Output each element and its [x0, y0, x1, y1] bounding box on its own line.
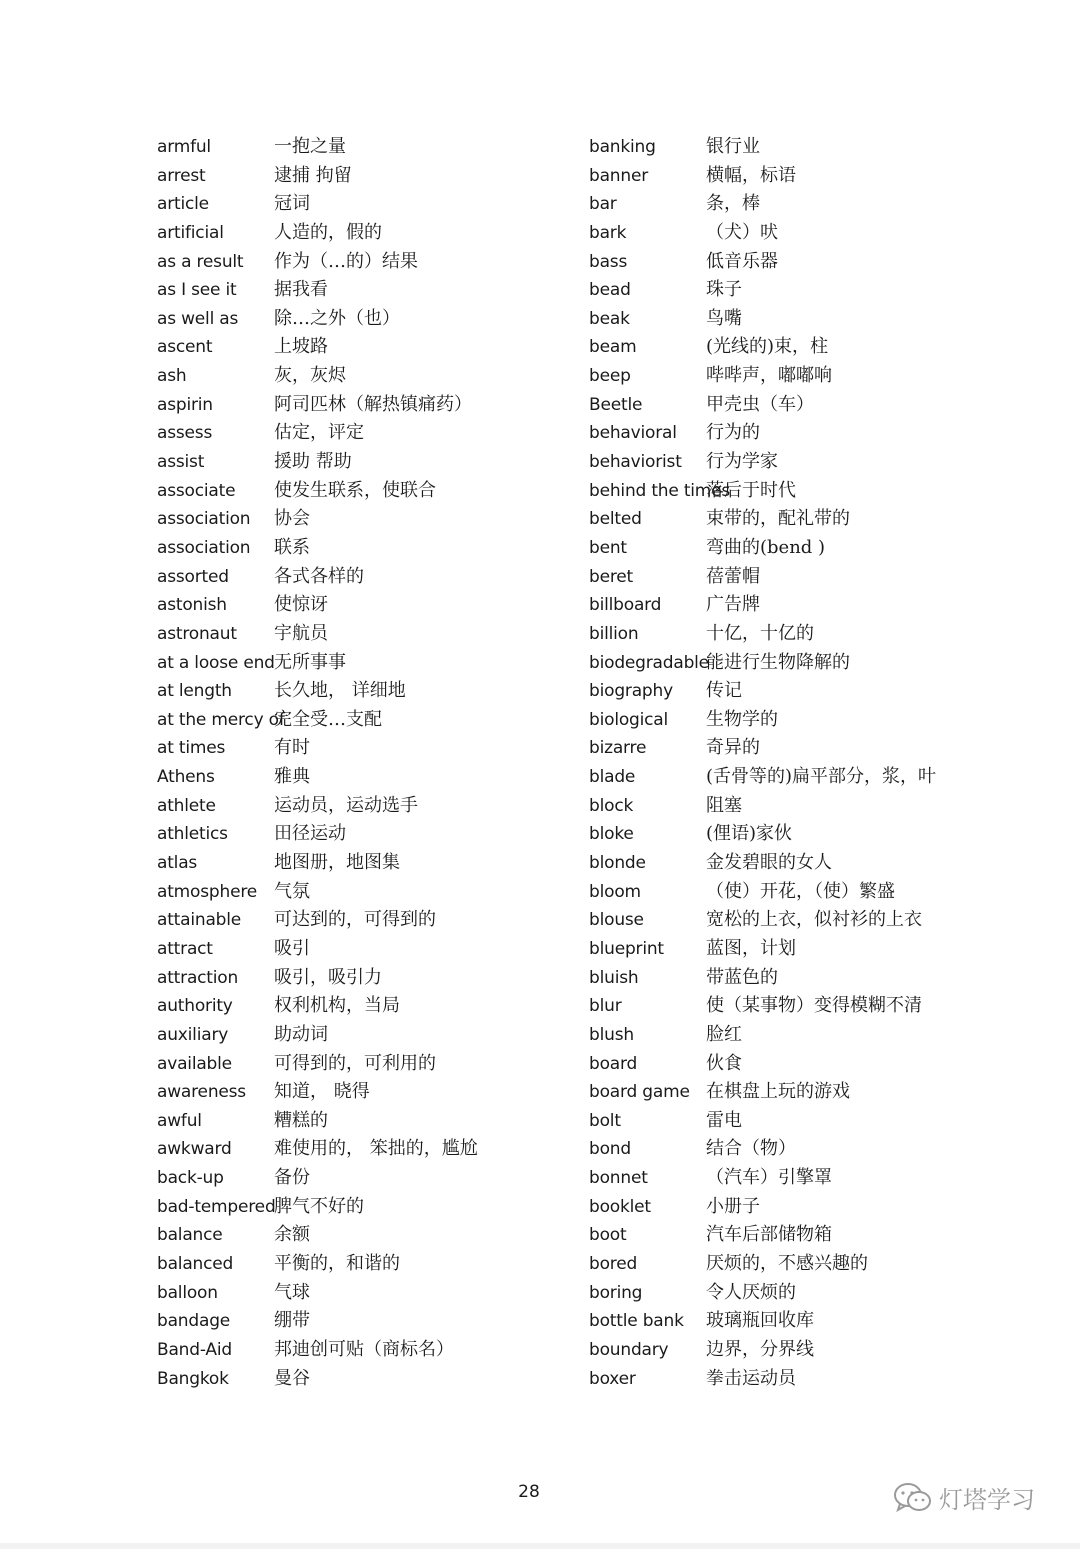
vocab-meaning: 平衡的，和谐的 — [274, 1252, 400, 1274]
vocab-meaning: 完全受…支配 — [274, 708, 382, 730]
vocab-word: biological — [589, 709, 669, 730]
vocab-entry — [157, 1250, 557, 1279]
vocab-word: blonde — [589, 853, 646, 874]
vocab-meaning: 金发碧眼的女人 — [706, 852, 832, 874]
vocab-meaning: 协会 — [274, 508, 310, 530]
vocab-word: awareness — [157, 1082, 246, 1103]
vocab-word: behind the times — [589, 480, 731, 501]
vocab-meaning: 行为学家 — [706, 451, 778, 473]
vocab-entry — [157, 505, 557, 534]
vocab-word: boot — [589, 1225, 627, 1246]
vocab-word: bad-tempered — [157, 1196, 276, 1217]
vocab-meaning: 吸引，吸引力 — [274, 966, 382, 988]
vocab-meaning: (光线的)束，柱 — [706, 336, 829, 358]
vocab-meaning: 传记 — [706, 680, 742, 702]
vocab-meaning: 蓓蕾帽 — [706, 565, 760, 587]
vocab-entry — [589, 1307, 1009, 1336]
vocab-entry — [589, 162, 1009, 191]
vocab-entry — [589, 878, 1009, 907]
vocab-entry — [157, 133, 557, 162]
vocab-entry — [589, 734, 1009, 763]
vocab-meaning: 可达到的，可得到的 — [274, 909, 436, 931]
vocab-meaning: 边界，分界线 — [706, 1338, 814, 1360]
vocab-entry — [157, 677, 557, 706]
vocab-word: blade — [589, 767, 636, 788]
vocab-meaning: 糟糕的 — [274, 1109, 328, 1131]
vocab-word: beam — [589, 337, 637, 358]
vocab-meaning: 难使用的， 笨拙的，尴尬 — [274, 1138, 478, 1160]
vocab-word: associate — [157, 480, 236, 501]
vocab-meaning: 长久地， 详细地 — [274, 680, 406, 702]
vocab-entry — [157, 305, 557, 334]
vocab-meaning: (舌骨等的)扁平部分，浆，叶 — [706, 766, 937, 788]
vocab-meaning: 雅典 — [274, 766, 310, 788]
vocab-meaning: 银行业 — [706, 136, 760, 157]
vocab-meaning: 横幅，标语 — [706, 164, 796, 186]
vocab-entry — [589, 419, 1009, 448]
vocab-meaning: 一抱之量 — [274, 136, 346, 157]
vocab-entry — [157, 1021, 557, 1050]
vocab-entry — [589, 1078, 1009, 1107]
vocab-meaning: 生物学的 — [706, 708, 778, 730]
vocab-entry — [589, 792, 1009, 821]
vocab-word: ascent — [157, 337, 213, 358]
vocab-word: artificial — [157, 222, 224, 243]
vocab-entry — [157, 477, 557, 506]
vocab-word: athlete — [157, 795, 216, 816]
right-column — [589, 133, 1009, 1393]
vocab-word: bond — [589, 1139, 631, 1160]
vocab-word: astronaut — [157, 623, 237, 644]
vocab-entry — [157, 1164, 557, 1193]
vocab-word: bandage — [157, 1311, 231, 1332]
vocab-word: balloon — [157, 1282, 218, 1303]
vocab-entry — [157, 1078, 557, 1107]
vocab-meaning: （犬）吠 — [706, 221, 778, 243]
vocab-entry — [157, 591, 557, 620]
vocab-word: balance — [157, 1225, 223, 1246]
vocab-entry — [589, 906, 1009, 935]
vocab-entry — [589, 391, 1009, 420]
vocab-meaning: 落后于时代 — [706, 479, 796, 501]
vocab-word: beep — [589, 366, 631, 387]
vocab-meaning: 有时 — [274, 737, 310, 759]
vocab-meaning: 珠子 — [706, 279, 742, 301]
vocab-entry — [589, 591, 1009, 620]
vocab-entry — [157, 1193, 557, 1222]
vocab-entry — [157, 362, 557, 391]
vocab-word: balanced — [157, 1253, 234, 1274]
vocab-meaning: 使（某事物）变得模糊不清 — [706, 995, 922, 1017]
vocab-word: Beetle — [589, 394, 643, 415]
vocab-word: authority — [157, 996, 233, 1017]
vocab-meaning: 行为的 — [706, 422, 760, 444]
vocab-meaning: 据我看 — [274, 279, 328, 301]
vocab-meaning: 曼谷 — [274, 1367, 310, 1389]
vocab-word: boundary — [589, 1339, 669, 1360]
vocab-entry — [157, 1365, 557, 1394]
vocab-word: armful — [157, 137, 211, 157]
vocab-word: beak — [589, 308, 630, 329]
vocab-entry — [157, 620, 557, 649]
vocab-entry — [157, 448, 557, 477]
vocab-word: boxer — [589, 1368, 636, 1389]
vocab-word: atmosphere — [157, 881, 258, 902]
vocab-word: bottle bank — [589, 1311, 684, 1332]
vocab-meaning: 甲壳虫（车） — [706, 393, 814, 415]
vocab-entry — [157, 1336, 557, 1365]
vocab-meaning: 联系 — [274, 536, 310, 558]
vocab-meaning: 助动词 — [274, 1023, 328, 1045]
vocab-meaning: 厌烦的，不感兴趣的 — [706, 1252, 868, 1274]
vocab-meaning: 人造的，假的 — [274, 221, 382, 243]
vocab-meaning: 运动员，运动选手 — [274, 794, 418, 816]
vocab-word: atlas — [157, 853, 198, 874]
vocab-word: available — [157, 1053, 232, 1074]
vocab-entry — [157, 964, 557, 993]
vocab-entry — [589, 333, 1009, 362]
vocab-word: blueprint — [589, 938, 664, 959]
vocab-meaning: 可得到的，可利用的 — [274, 1052, 436, 1074]
vocab-meaning: 蓝图，计划 — [706, 937, 796, 959]
vocab-entry — [589, 276, 1009, 305]
vocab-entry — [589, 362, 1009, 391]
vocab-meaning: 田径运动 — [274, 823, 346, 845]
vocab-entry — [589, 1279, 1009, 1308]
bottom-strip — [0, 1543, 1080, 1549]
vocab-meaning: 估定，评定 — [274, 422, 364, 444]
vocab-meaning: 鸟嘴 — [706, 307, 742, 329]
vocab-entry — [157, 1135, 557, 1164]
vocab-entry — [589, 563, 1009, 592]
vocab-entry — [157, 333, 557, 362]
vocab-entry — [157, 1307, 557, 1336]
vocab-entry — [157, 706, 557, 735]
vocab-word: Bangkok — [157, 1368, 229, 1389]
vocab-entry — [157, 1107, 557, 1136]
vocab-word: board game — [589, 1082, 690, 1103]
vocab-word: biodegradable — [589, 652, 709, 673]
vocab-entry — [589, 1336, 1009, 1365]
vocab-meaning: 上坡路 — [274, 336, 328, 358]
vocab-meaning: 广告牌 — [706, 594, 760, 616]
vocab-entry — [589, 534, 1009, 563]
vocab-word: aspirin — [157, 394, 213, 415]
vocab-entry — [589, 706, 1009, 735]
vocab-entry — [589, 305, 1009, 334]
vocab-word: bead — [589, 280, 631, 301]
vocab-meaning: 灰，灰烬 — [274, 365, 346, 387]
vocab-entry — [589, 1193, 1009, 1222]
vocab-word: as well as — [157, 308, 239, 329]
vocab-word: behavioral — [589, 423, 677, 444]
vocab-entry — [157, 649, 557, 678]
left-column — [157, 133, 557, 1393]
vocab-entry — [157, 1221, 557, 1250]
vocab-word: at the mercy of — [157, 709, 285, 730]
vocab-meaning: 吸引 — [274, 937, 310, 959]
vocab-meaning: 邦迪创可贴（商标名） — [274, 1338, 454, 1360]
vocab-word: Band-Aid — [157, 1339, 232, 1360]
wechat-icon — [893, 1481, 933, 1515]
vocab-entry — [589, 820, 1009, 849]
vocab-entry — [157, 734, 557, 763]
vocab-entry — [589, 1135, 1009, 1164]
vocab-word: awkward — [157, 1139, 232, 1160]
vocab-meaning: 条，棒 — [706, 193, 760, 215]
vocab-word: association — [157, 537, 251, 558]
vocab-entry — [589, 849, 1009, 878]
vocab-word: bark — [589, 222, 627, 243]
vocab-word: banner — [589, 165, 649, 186]
vocab-entry — [589, 1164, 1009, 1193]
watermark — [893, 1480, 1035, 1515]
vocab-meaning: 奇异的 — [706, 737, 760, 759]
vocab-entry — [157, 162, 557, 191]
vocab-entry — [589, 190, 1009, 219]
vocab-entry — [157, 763, 557, 792]
vocab-word: booklet — [589, 1196, 651, 1217]
vocab-word: bloom — [589, 881, 641, 902]
vocab-word: bizarre — [589, 738, 647, 759]
vocab-meaning: 汽车后部储物箱 — [706, 1224, 832, 1246]
vocab-meaning: 各式各样的 — [274, 565, 364, 587]
vocab-word: biography — [589, 681, 673, 702]
vocab-word: at length — [157, 681, 232, 702]
vocab-meaning: 弯曲的(bend ) — [706, 536, 826, 558]
vocab-entry — [589, 133, 1009, 162]
vocab-meaning: 拳击运动员 — [706, 1367, 796, 1389]
vocab-entry — [589, 1250, 1009, 1279]
vocab-entry — [589, 448, 1009, 477]
vocab-entry — [589, 477, 1009, 506]
vocab-word: assess — [157, 423, 213, 444]
vocab-word: association — [157, 509, 251, 530]
vocab-meaning: 余额 — [274, 1224, 310, 1246]
vocab-meaning: 知道， 晓得 — [274, 1081, 370, 1103]
vocab-word: belted — [589, 509, 642, 530]
vocab-word: bloke — [589, 824, 634, 845]
vocab-entry — [157, 248, 557, 277]
vocab-entry — [157, 419, 557, 448]
watermark-text: 灯塔学习 — [939, 1486, 1035, 1514]
vocab-entry — [589, 935, 1009, 964]
vocab-word: blush — [589, 1024, 634, 1045]
vocab-meaning: 阻塞 — [706, 794, 742, 816]
vocab-word: banking — [589, 137, 656, 157]
vocab-entry — [589, 649, 1009, 678]
vocab-entry — [157, 276, 557, 305]
vocab-meaning: 气氛 — [274, 880, 310, 902]
vocab-entry — [589, 992, 1009, 1021]
vocab-entry — [589, 1107, 1009, 1136]
vocab-meaning: 除…之外（也） — [274, 307, 400, 329]
vocab-word: at times — [157, 738, 226, 759]
vocab-meaning: 使发生联系，使联合 — [274, 479, 436, 501]
vocab-word: astonish — [157, 595, 227, 616]
vocab-meaning: 伙食 — [706, 1052, 742, 1074]
vocab-word: bonnet — [589, 1168, 648, 1189]
vocab-meaning: 结合（物） — [706, 1138, 796, 1160]
vocab-entry — [589, 1365, 1009, 1394]
vocab-entry — [157, 563, 557, 592]
vocab-meaning: 备份 — [274, 1167, 310, 1189]
vocab-word: article — [157, 194, 209, 215]
vocab-entry — [589, 248, 1009, 277]
vocab-meaning: 小册子 — [706, 1195, 760, 1217]
vocab-entry — [157, 391, 557, 420]
vocab-word: arrest — [157, 165, 206, 186]
vocab-meaning: 援助 帮助 — [274, 451, 352, 473]
vocab-word: blur — [589, 996, 622, 1017]
vocab-meaning: 冠词 — [274, 193, 310, 215]
vocab-word: bolt — [589, 1110, 621, 1131]
vocab-meaning: 令人厌烦的 — [706, 1281, 796, 1303]
vocab-entry — [589, 677, 1009, 706]
vocab-entry — [157, 820, 557, 849]
vocab-word: blouse — [589, 910, 644, 931]
vocab-meaning: 逮捕 拘留 — [274, 164, 352, 186]
vocab-word: bent — [589, 537, 627, 558]
vocab-meaning: 在棋盘上玩的游戏 — [706, 1081, 850, 1103]
vocab-word: bored — [589, 1253, 638, 1274]
vocab-meaning: 哔哔声，嘟嘟响 — [706, 365, 832, 387]
vocab-word: as a result — [157, 251, 244, 272]
vocab-meaning: 带蓝色的 — [706, 966, 778, 988]
vocab-entry — [589, 1221, 1009, 1250]
vocab-word: bluish — [589, 967, 639, 988]
vocab-word: behaviorist — [589, 452, 682, 473]
vocab-word: at a loose end — [157, 652, 275, 673]
vocab-entry — [589, 964, 1009, 993]
vocab-meaning: 脾气不好的 — [274, 1195, 364, 1217]
vocab-entry — [157, 792, 557, 821]
vocab-word: assist — [157, 452, 205, 473]
vocab-word: block — [589, 795, 634, 816]
vocab-entry — [157, 992, 557, 1021]
vocab-meaning: 束带的，配礼带的 — [706, 508, 850, 530]
vocab-meaning: 宇航员 — [274, 622, 328, 644]
vocab-word: awful — [157, 1110, 202, 1131]
vocab-meaning: 权利机构，当局 — [274, 995, 400, 1017]
vocab-word: bar — [589, 194, 617, 215]
vocab-entry — [157, 534, 557, 563]
vocab-entry — [157, 1279, 557, 1308]
vocab-meaning: 使惊讶 — [274, 594, 328, 616]
page-number: 28 — [518, 1482, 540, 1502]
vocab-word: bass — [589, 251, 628, 272]
vocab-meaning: 能进行生物降解的 — [706, 651, 850, 673]
vocab-entry — [157, 849, 557, 878]
vocab-meaning: 绷带 — [274, 1310, 310, 1332]
vocab-meaning: （使）开花，（使）繁盛 — [706, 880, 895, 902]
vocab-meaning: 无所事事 — [274, 651, 346, 673]
vocab-word: auxiliary — [157, 1024, 229, 1045]
vocab-entry — [589, 1050, 1009, 1079]
vocab-word: assorted — [157, 566, 229, 587]
vocab-word: as I see it — [157, 280, 237, 301]
vocab-meaning: 玻璃瓶回收库 — [706, 1310, 814, 1332]
vocab-entry — [157, 906, 557, 935]
vocab-entry — [157, 190, 557, 219]
vocab-entry — [589, 505, 1009, 534]
vocab-meaning: （汽车）引擎罩 — [706, 1167, 832, 1189]
vocab-word: boring — [589, 1282, 643, 1303]
vocab-meaning: 阿司匹林（解热镇痛药） — [274, 393, 472, 415]
vocab-meaning: (俚语)家伙 — [706, 823, 793, 845]
vocab-entry — [589, 620, 1009, 649]
vocab-word: attainable — [157, 910, 242, 931]
vocab-word: billboard — [589, 595, 662, 616]
vocab-word: attract — [157, 938, 213, 959]
vocab-word: beret — [589, 566, 633, 587]
vocab-word: ash — [157, 366, 187, 387]
vocab-word: athletics — [157, 824, 228, 845]
vocab-word: back-up — [157, 1168, 224, 1189]
vocab-entry — [589, 219, 1009, 248]
vocab-entry — [157, 219, 557, 248]
vocab-word: Athens — [157, 767, 215, 788]
vocab-meaning: 宽松的上衣，似衬衫的上衣 — [706, 909, 922, 931]
vocab-meaning: 脸红 — [706, 1023, 742, 1045]
vocab-entry — [157, 935, 557, 964]
vocab-entry — [589, 1021, 1009, 1050]
vocab-meaning: 十亿，十亿的 — [706, 622, 814, 644]
vocab-word: billion — [589, 623, 639, 644]
vocab-meaning: 气球 — [274, 1281, 310, 1303]
vocab-entry — [157, 1050, 557, 1079]
vocab-entry — [589, 763, 1009, 792]
vocab-meaning: 地图册，地图集 — [274, 852, 400, 874]
vocab-meaning: 雷电 — [706, 1109, 742, 1131]
vocab-word: attraction — [157, 967, 239, 988]
vocab-meaning: 低音乐器 — [706, 250, 778, 272]
vocab-meaning: 作为（…的）结果 — [274, 250, 418, 272]
vocab-entry — [157, 878, 557, 907]
vocab-word: board — [589, 1053, 638, 1074]
